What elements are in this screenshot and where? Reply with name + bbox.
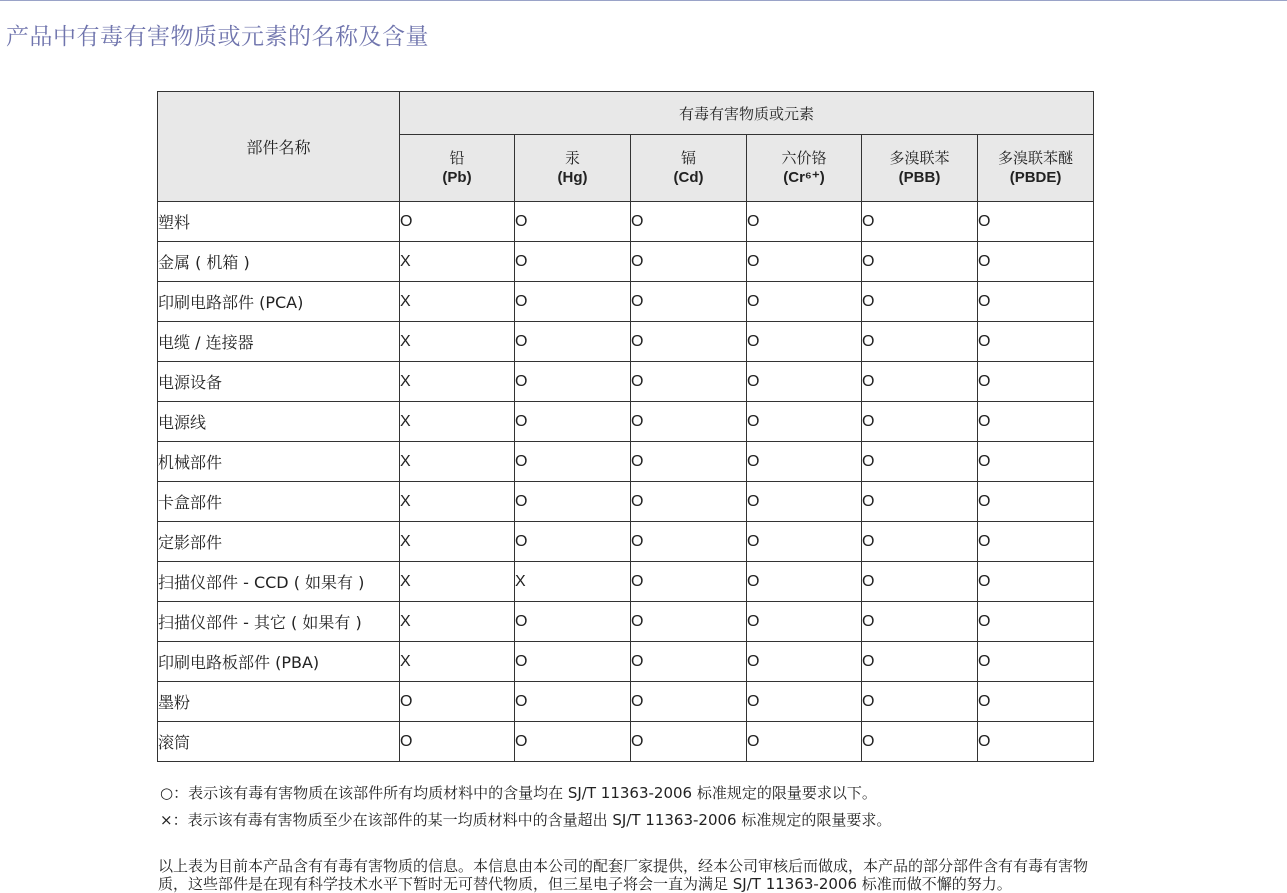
- substance-mark-cell: X: [400, 602, 515, 642]
- substance-mark-cell: O: [862, 442, 978, 482]
- substance-mark-cell: O: [747, 682, 862, 722]
- hazardous-substance-table: [157, 91, 1094, 762]
- substance-mark-cell: O: [862, 562, 978, 602]
- substance-mark-cell: O: [747, 362, 862, 402]
- substance-mark-cell: O: [747, 442, 862, 482]
- substance-mark-cell: O: [631, 242, 747, 282]
- part-name-cell: 塑料: [158, 202, 400, 242]
- substance-symbol: (PBB): [898, 169, 941, 186]
- table-row: [158, 642, 1094, 682]
- table-row: [158, 322, 1094, 362]
- substance-mark-cell: O: [978, 482, 1094, 522]
- substance-name: 铅: [449, 149, 465, 167]
- part-name-cell: 机械部件: [158, 442, 400, 482]
- substance-mark-cell: O: [978, 362, 1094, 402]
- table-row: [158, 682, 1094, 722]
- substance-mark-cell: O: [862, 402, 978, 442]
- part-name-cell: 卡盒部件: [158, 482, 400, 522]
- part-name-cell: 定影部件: [158, 522, 400, 562]
- substance-mark-cell: O: [631, 682, 747, 722]
- substance-mark-cell: O: [862, 282, 978, 322]
- substance-symbol: (Cd): [673, 169, 704, 186]
- legend-notes: [160, 780, 891, 834]
- page-title: 产品中有毒有害物质或元素的名称及含量: [6, 24, 429, 50]
- substance-header: [631, 135, 747, 202]
- substance-mark-cell: O: [978, 522, 1094, 562]
- part-name-cell: 电缆 / 连接器: [158, 322, 400, 362]
- table-row: [158, 562, 1094, 602]
- footer-statement: [158, 857, 1218, 893]
- substance-mark-cell: O: [862, 682, 978, 722]
- part-name-cell: 电源线: [158, 402, 400, 442]
- substance-mark-cell: O: [631, 402, 747, 442]
- table-row: [158, 402, 1094, 442]
- substance-mark-cell: O: [978, 402, 1094, 442]
- substance-mark-cell: O: [862, 722, 978, 762]
- table-row: [158, 602, 1094, 642]
- substance-mark-cell: X: [400, 242, 515, 282]
- substance-mark-cell: O: [862, 202, 978, 242]
- substance-mark-cell: X: [400, 282, 515, 322]
- substance-mark-cell: O: [747, 402, 862, 442]
- substance-header: [862, 135, 978, 202]
- table-row: [158, 282, 1094, 322]
- substance-header: [400, 135, 515, 202]
- substance-mark-cell: O: [631, 322, 747, 362]
- substance-mark-cell: O: [515, 682, 631, 722]
- substance-mark-cell: X: [515, 562, 631, 602]
- substance-mark-cell: O: [747, 642, 862, 682]
- substance-header: [978, 135, 1094, 202]
- substance-symbol: (PBDE): [1009, 169, 1062, 186]
- substance-symbol: (Pb): [442, 169, 472, 186]
- substance-mark-cell: O: [631, 202, 747, 242]
- part-name-cell: 印刷电路部件 (PCA): [158, 282, 400, 322]
- substance-mark-cell: O: [515, 322, 631, 362]
- table-row: [158, 442, 1094, 482]
- substance-mark-cell: X: [400, 482, 515, 522]
- legend-note-x: ×：表示该有毒有害物质至少在该部件的某一均质材料中的含量超出 SJ/T 11363-2006 标准规定的限量要求。: [160, 811, 892, 829]
- substance-mark-cell: O: [515, 202, 631, 242]
- substance-mark-cell: O: [978, 682, 1094, 722]
- substance-mark-cell: O: [515, 482, 631, 522]
- substance-mark-cell: O: [862, 522, 978, 562]
- substance-mark-cell: O: [515, 282, 631, 322]
- substance-mark-cell: O: [631, 442, 747, 482]
- substance-mark-cell: X: [400, 522, 515, 562]
- substance-mark-cell: O: [515, 402, 631, 442]
- substance-mark-cell: X: [400, 362, 515, 402]
- substance-mark-cell: O: [978, 202, 1094, 242]
- substance-mark-cell: O: [978, 642, 1094, 682]
- substance-mark-cell: O: [631, 482, 747, 522]
- substance-mark-cell: O: [747, 722, 862, 762]
- substance-mark-cell: O: [400, 682, 515, 722]
- table-row: [158, 482, 1094, 522]
- substance-symbol: (Hg): [557, 169, 588, 186]
- substance-mark-cell: O: [862, 602, 978, 642]
- substance-name: 多溴联苯醚: [998, 149, 1074, 167]
- substance-mark-cell: O: [631, 562, 747, 602]
- substance-header: [515, 135, 631, 202]
- substance-mark-cell: O: [631, 522, 747, 562]
- part-name-header: 部件名称: [158, 92, 400, 202]
- substance-mark-cell: O: [747, 482, 862, 522]
- substance-mark-cell: O: [631, 602, 747, 642]
- part-name-cell: 扫描仪部件 - 其它 ( 如果有 ): [158, 602, 400, 642]
- substance-mark-cell: O: [747, 202, 862, 242]
- substance-mark-cell: O: [631, 722, 747, 762]
- substance-mark-cell: X: [400, 562, 515, 602]
- table-row: [158, 722, 1094, 762]
- substance-mark-cell: O: [631, 282, 747, 322]
- substance-mark-cell: O: [978, 722, 1094, 762]
- table-row: [158, 362, 1094, 402]
- substance-mark-cell: O: [862, 362, 978, 402]
- substance-name: 六价铬: [781, 149, 827, 167]
- substance-mark-cell: O: [978, 602, 1094, 642]
- part-name-cell: 电源设备: [158, 362, 400, 402]
- substance-mark-cell: O: [978, 282, 1094, 322]
- substance-mark-cell: O: [747, 562, 862, 602]
- substance-mark-cell: O: [978, 322, 1094, 362]
- substance-symbol: (Cr⁶⁺): [783, 169, 825, 186]
- substance-mark-cell: X: [400, 402, 515, 442]
- substance-name: 汞: [564, 149, 580, 167]
- substance-mark-cell: X: [400, 442, 515, 482]
- substance-mark-cell: O: [747, 322, 862, 362]
- substance-mark-cell: X: [400, 642, 515, 682]
- substance-mark-cell: O: [862, 482, 978, 522]
- substance-group-header: 有毒有害物质或元素: [400, 92, 1094, 135]
- substance-mark-cell: O: [631, 362, 747, 402]
- substance-mark-cell: O: [747, 522, 862, 562]
- substance-name: 多溴联苯: [889, 149, 950, 167]
- table-row: [158, 522, 1094, 562]
- substance-mark-cell: O: [862, 642, 978, 682]
- part-name-cell: 印刷电路板部件 (PBA): [158, 642, 400, 682]
- substance-mark-cell: X: [400, 322, 515, 362]
- substance-name: 镉: [680, 149, 696, 167]
- part-name-cell: 扫描仪部件 - CCD ( 如果有 ): [158, 562, 400, 602]
- substance-mark-cell: O: [515, 602, 631, 642]
- substance-mark-cell: O: [978, 562, 1094, 602]
- substance-mark-cell: O: [862, 322, 978, 362]
- legend-note-o: ○：表示该有毒有害物质在该部件所有均质材料中的含量均在 SJ/T 11363-2006 标准规定的限量要求以下。: [160, 784, 877, 802]
- table-row: [158, 202, 1094, 242]
- substance-mark-cell: O: [978, 442, 1094, 482]
- footer-line: 质，这些部件是在现有科学技术水平下暂时无可替代物质，但三星电子将会一直为满足 SJ/T 11363-2006 标准而做不懈的努力。: [158, 875, 1012, 893]
- substance-mark-cell: O: [862, 242, 978, 282]
- substance-mark-cell: O: [631, 642, 747, 682]
- part-name-cell: 金属 ( 机箱 ): [158, 242, 400, 282]
- part-name-cell: 墨粉: [158, 682, 400, 722]
- substance-mark-cell: O: [515, 242, 631, 282]
- substance-mark-cell: O: [747, 242, 862, 282]
- substance-mark-cell: O: [400, 722, 515, 762]
- substance-mark-cell: O: [515, 642, 631, 682]
- substance-header: [747, 135, 862, 202]
- substance-mark-cell: O: [515, 722, 631, 762]
- substance-mark-cell: O: [515, 442, 631, 482]
- part-name-cell: 滚筒: [158, 722, 400, 762]
- top-divider: [0, 0, 1287, 1]
- table-row: [158, 242, 1094, 282]
- substance-mark-cell: O: [400, 202, 515, 242]
- substance-mark-cell: O: [515, 362, 631, 402]
- substance-mark-cell: O: [515, 522, 631, 562]
- substance-mark-cell: O: [978, 242, 1094, 282]
- footer-line: 以上表为目前本产品含有有毒有害物质的信息。本信息由本公司的配套厂家提供，经本公司审核后而做成，本产品的部分部件含有有毒有害物: [158, 857, 1089, 875]
- substance-mark-cell: O: [747, 602, 862, 642]
- substance-mark-cell: O: [747, 282, 862, 322]
